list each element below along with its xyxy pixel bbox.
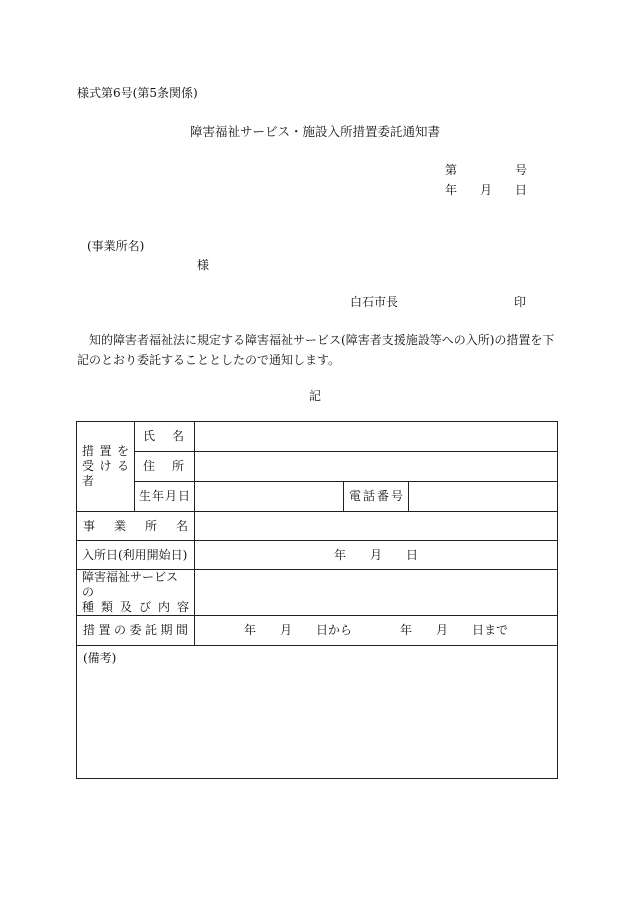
doc-number-suffix: 号 xyxy=(515,163,528,177)
table-row xyxy=(77,422,558,452)
seal-mark: 印 xyxy=(514,295,527,309)
body-text: 知的障害者福祉法に規定する障害福祉サービス(障害者支援施設等への入所)の措置を下記のとおり委託することとしたので通知します。 xyxy=(77,333,555,367)
admission-date-value: 年 月 日 xyxy=(195,541,558,570)
admission-label: 入所日(利用開始日) xyxy=(77,541,195,570)
address-label: 住所 xyxy=(135,452,195,482)
body-paragraph xyxy=(77,330,557,370)
table-row xyxy=(77,512,558,541)
form-number: 様式第6号(第5条関係) xyxy=(77,86,198,100)
period-value: 年 月 日から 年 月 日まで xyxy=(195,616,558,646)
notes-label: (備考) xyxy=(77,646,558,779)
service-label-line1: 障害福祉サービスの xyxy=(82,570,179,599)
name-value-cell[interactable] xyxy=(195,422,558,452)
service-value-cell[interactable] xyxy=(195,570,558,616)
recipient-label: (事業所名) xyxy=(87,239,145,253)
doc-number-prefix: 第 xyxy=(445,163,458,177)
office-value-cell[interactable] xyxy=(195,512,558,541)
table-row xyxy=(77,646,558,779)
table-row xyxy=(77,616,558,646)
date-day: 日 xyxy=(515,183,528,197)
table-row xyxy=(77,541,558,570)
period-label: 措置の委託期間 xyxy=(77,616,195,646)
office-label: 事業所名 xyxy=(77,512,195,541)
table-row xyxy=(77,452,558,482)
address-value-cell[interactable] xyxy=(195,452,558,482)
recipient-honorific: 様 xyxy=(197,258,210,272)
record-table xyxy=(76,421,558,779)
birthdate-label: 生年月日 xyxy=(135,482,195,512)
issuer-name: 白石市長 xyxy=(350,295,399,309)
phone-value-cell[interactable] xyxy=(409,482,558,512)
phone-label: 電話番号 xyxy=(344,482,409,512)
date-year: 年 xyxy=(445,183,458,197)
date-month: 月 xyxy=(480,183,493,197)
table-row xyxy=(77,570,558,616)
document-title: 障害福祉サービス・施設入所措置委託通知書 xyxy=(189,124,440,139)
ki-heading: 記 xyxy=(308,389,321,403)
service-label-line2: 種類及び内容 xyxy=(82,600,189,614)
birthdate-value-cell[interactable] xyxy=(195,482,344,512)
person-group-label: 措 置 を 受ける者 xyxy=(77,422,135,512)
table-row xyxy=(77,482,558,512)
name-label: 氏名 xyxy=(135,422,195,452)
service-label xyxy=(77,570,195,616)
